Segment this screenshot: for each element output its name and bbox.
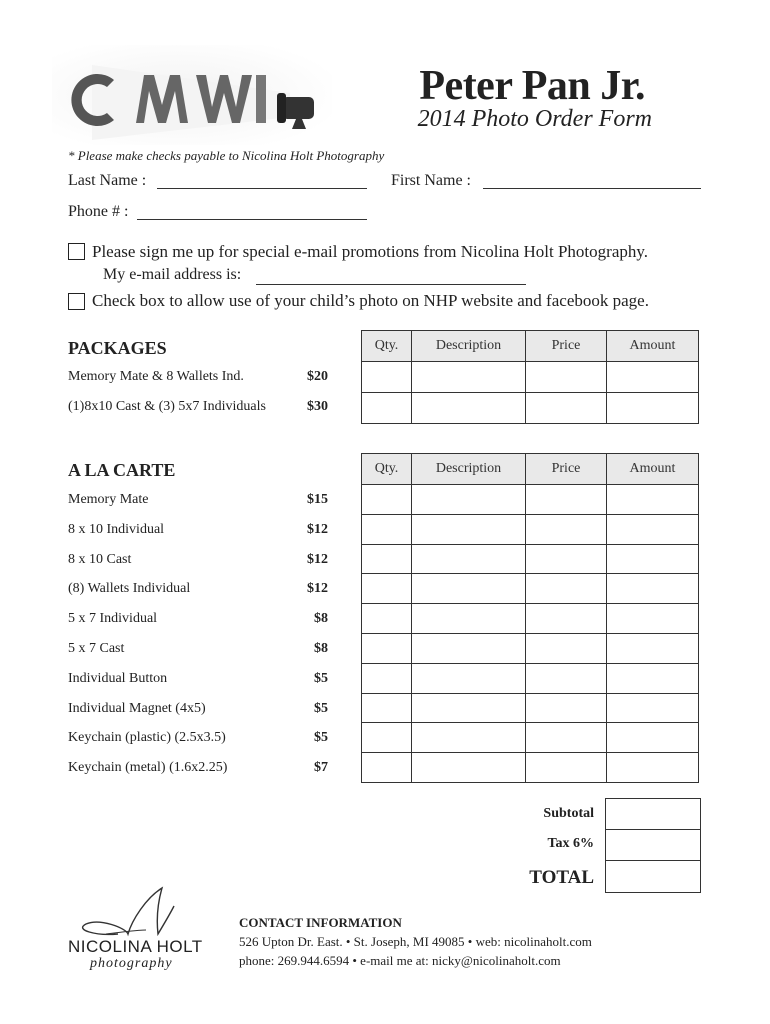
- item-price: $15: [307, 492, 328, 507]
- qty-cell[interactable]: [362, 362, 412, 393]
- item-price: $7: [314, 760, 328, 776]
- amount-cell[interactable]: [607, 663, 699, 693]
- description-cell[interactable]: [412, 485, 526, 515]
- qty-cell[interactable]: [362, 544, 412, 574]
- price-cell[interactable]: [526, 693, 607, 723]
- description-cell[interactable]: [412, 393, 526, 424]
- packages-heading: PACKAGES: [68, 338, 167, 358]
- table-row: [362, 574, 699, 604]
- price-cell[interactable]: [526, 633, 607, 663]
- phone-field[interactable]: [137, 219, 367, 220]
- first-name-label: First Name :: [391, 172, 471, 189]
- item-name: 8 x 10 Individual: [68, 521, 165, 537]
- amount-cell[interactable]: [607, 514, 699, 544]
- qty-cell[interactable]: [362, 633, 412, 663]
- alacarte-heading: A LA CARTE: [68, 460, 176, 480]
- description-cell[interactable]: [412, 663, 526, 693]
- description-cell[interactable]: [412, 514, 526, 544]
- total-label: TOTAL: [529, 867, 594, 888]
- qty-cell[interactable]: [362, 393, 412, 424]
- item-name: 8 x 10 Cast: [68, 551, 132, 567]
- item-price: $5: [314, 730, 328, 746]
- last-name-field[interactable]: [157, 188, 367, 189]
- qty-cell[interactable]: [362, 574, 412, 604]
- col-description: Description: [412, 331, 526, 362]
- table-row: [362, 663, 699, 693]
- qty-cell[interactable]: [362, 485, 412, 515]
- description-cell[interactable]: [412, 604, 526, 634]
- price-cell[interactable]: [526, 362, 607, 393]
- email-label: My e-mail address is:: [103, 266, 242, 283]
- photo-use-checkbox[interactable]: [68, 293, 85, 310]
- description-cell[interactable]: [412, 723, 526, 753]
- item-name: 5 x 7 Individual: [68, 611, 158, 627]
- phone-label: Phone # :: [68, 203, 129, 220]
- table-row: [362, 485, 699, 515]
- amount-cell[interactable]: [607, 693, 699, 723]
- qty-cell[interactable]: [362, 514, 412, 544]
- table-row: [362, 693, 699, 723]
- item-price: $12: [307, 521, 328, 537]
- item-price: $8: [314, 641, 328, 656]
- subtotal-label: Subtotal: [543, 806, 594, 821]
- price-cell[interactable]: [526, 753, 607, 783]
- table-row: [362, 544, 699, 574]
- brand-name: NICOLINA HOLT: [68, 937, 203, 956]
- col-price: Price: [526, 331, 607, 362]
- item-price: $12: [307, 581, 328, 597]
- phone-line: phone: 269.944.6594 • e-mail me at: nicky@nicolinaholt.com: [239, 953, 561, 968]
- table-row: [362, 723, 699, 753]
- description-cell[interactable]: [412, 693, 526, 723]
- table-row: [362, 393, 699, 424]
- table-row: [362, 633, 699, 663]
- contact-heading: CONTACT INFORMATION: [239, 915, 402, 930]
- tax-box[interactable]: [605, 829, 701, 861]
- alacarte-order-table: [361, 453, 699, 783]
- qty-cell[interactable]: [362, 604, 412, 634]
- table-row: [362, 604, 699, 634]
- item-name: Keychain (plastic) (2.5x3.5): [68, 730, 226, 746]
- amount-cell[interactable]: [607, 753, 699, 783]
- description-cell[interactable]: [412, 362, 526, 393]
- amount-cell[interactable]: [607, 393, 699, 424]
- price-cell[interactable]: [526, 485, 607, 515]
- qty-cell[interactable]: [362, 723, 412, 753]
- price-cell[interactable]: [526, 514, 607, 544]
- col-amount: Amount: [607, 454, 699, 485]
- table-row: [362, 753, 699, 783]
- qty-cell[interactable]: [362, 753, 412, 783]
- promotions-checkbox[interactable]: [68, 243, 85, 260]
- qty-cell[interactable]: [362, 663, 412, 693]
- col-qty: Qty.: [362, 454, 412, 485]
- col-description: Description: [412, 454, 526, 485]
- description-cell[interactable]: [412, 633, 526, 663]
- item-name: Individual Button: [68, 670, 168, 686]
- price-cell[interactable]: [526, 604, 607, 634]
- price-cell[interactable]: [526, 723, 607, 753]
- item-price: $8: [314, 611, 328, 627]
- qty-cell[interactable]: [362, 693, 412, 723]
- amount-cell[interactable]: [607, 544, 699, 574]
- total-box[interactable]: [605, 860, 701, 893]
- packages-order-table: [361, 330, 699, 424]
- col-qty: Qty.: [362, 331, 412, 362]
- contact-info: [239, 913, 592, 970]
- table-row: [362, 514, 699, 544]
- page-subtitle: 2014 Photo Order Form: [417, 106, 652, 132]
- item-name: Keychain (metal) (1.6x2.25): [68, 760, 228, 776]
- item-price: $12: [307, 551, 328, 567]
- price-cell[interactable]: [526, 544, 607, 574]
- price-cell[interactable]: [526, 663, 607, 693]
- description-cell[interactable]: [412, 574, 526, 604]
- amount-cell[interactable]: [607, 485, 699, 515]
- price-cell[interactable]: [526, 574, 607, 604]
- last-name-label: Last Name :: [68, 172, 147, 189]
- amount-cell[interactable]: [607, 633, 699, 663]
- photo-use-label: Check box to allow use of your child’s photo on NHP website and facebook page.: [92, 291, 649, 310]
- table-row: [362, 362, 699, 393]
- email-field[interactable]: [256, 284, 526, 285]
- first-name-field[interactable]: [483, 188, 701, 189]
- brand-script: photography: [90, 956, 173, 971]
- col-amount: Amount: [607, 331, 699, 362]
- nicolina-holt-logo: [66, 884, 206, 974]
- subtotal-box[interactable]: [605, 798, 701, 830]
- col-price: Price: [526, 454, 607, 485]
- item-price: $5: [314, 700, 328, 716]
- item-price: $5: [314, 670, 328, 686]
- promotions-label: Please sign me up for special e-mail promotions from Nicolina Holt Photography.: [92, 242, 649, 261]
- description-cell[interactable]: [412, 544, 526, 574]
- page-title: Peter Pan Jr.: [419, 63, 645, 109]
- item-name: (8) Wallets Individual: [68, 581, 191, 597]
- item-name: 5 x 7 Cast: [68, 641, 125, 656]
- amount-cell[interactable]: [607, 604, 699, 634]
- payment-note: * Please make checks payable to Nicolina Holt Photography: [68, 148, 385, 163]
- cmw-logo: [52, 45, 332, 145]
- description-cell[interactable]: [412, 753, 526, 783]
- tax-label: Tax 6%: [547, 836, 594, 851]
- price-cell[interactable]: [526, 393, 607, 424]
- item-name: Memory Mate: [68, 492, 149, 507]
- item-name: Individual Magnet (4x5): [68, 700, 206, 716]
- address-line: 526 Upton Dr. East. • St. Joseph, MI 49085 • web: nicolinaholt.com: [239, 934, 592, 949]
- amount-cell[interactable]: [607, 723, 699, 753]
- amount-cell[interactable]: [607, 362, 699, 393]
- amount-cell[interactable]: [607, 574, 699, 604]
